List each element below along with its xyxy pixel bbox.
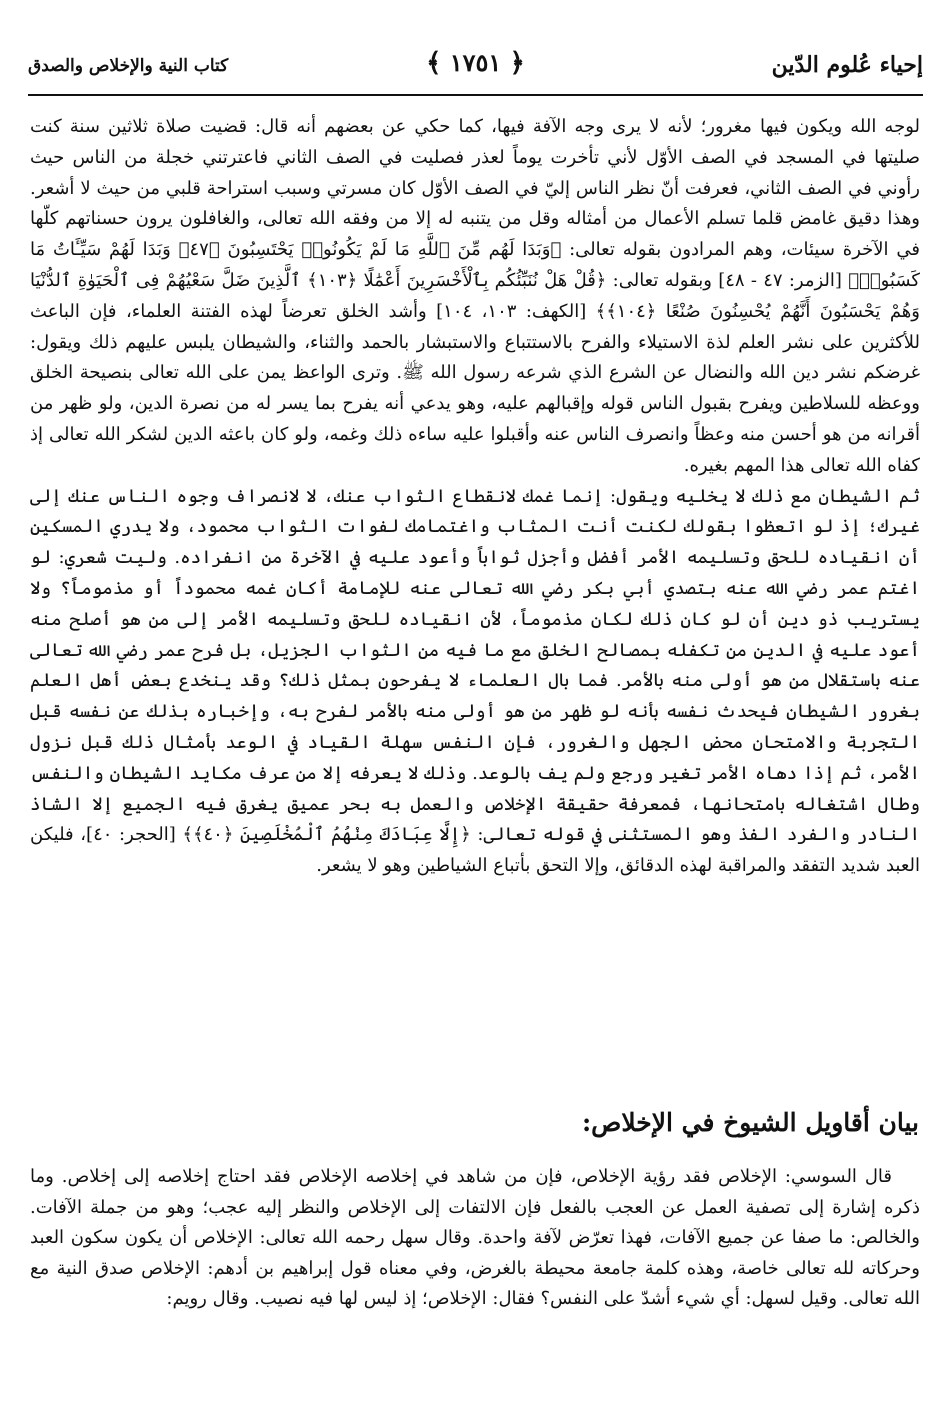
main-text xyxy=(30,112,920,882)
page-number: ١٧٥١ xyxy=(449,48,502,77)
book-title: إحياء عُلوم الدّين xyxy=(771,52,923,78)
section-heading: بيان أقاويل الشيوخ في الإخلاص: xyxy=(581,1108,919,1137)
section-text xyxy=(30,1162,920,1315)
chapter-title: كتاب النية والإخلاص والصدق xyxy=(28,56,229,76)
ornament-bracket-left: ﴾ xyxy=(426,48,442,78)
paragraph: قال السوسي: الإخلاص فقد رؤية الإخلاص، فإن من شاهد في إخلاصه الإخلاص فقد احتاج إخلاصه إلى إخلاص. وما ذكره إشارة إلى تصفية العمل عن العجب بالفعل فإن الالتفات إلى الإخلاص والنظر إليه عجب؛ وهو من جملة الآفات. والخالص: ما صفا عن جميع الآفات، فهذا تعرّض لآفة واحدة. وقال سهل رحمه الله تعالى: الإخلاص أن يكون سكون العبد وحركاته لله تعالى خاصة، وهذه كلمة جامعة محيطة بالغرض، وفي معناه قول إبراهيم بن أدهم: الإخلاص صدق النية مع الله تعالى. وقيل لسهل: أي شيء أشدّ على النفس؟ فقال: الإخلاص؛ إذ ليس لها فيه نصيب. وقال رويم: xyxy=(30,1166,920,1309)
ornament-bracket-right: ﴿ xyxy=(509,48,525,78)
paragraph: لوجه الله ويكون فيها مغرور؛ لأنه لا يرى وجه الآفة فيها، كما حكي عن بعضهم أنه قال: قضيت صلاة ثلاثين سنة كنت صليتها في المسجد في الصف الأوّل لأني تأخرت يوماً لعذر فصليت في الصف الثاني فاعترتني خجلة من الناس حيث رأوني في الصف الثاني، فعرفت أنّ نظر الناس إليّ في الصف الأوّل كان مسرتي وسبب استراحة قلبي من حيث لا أشعر. وهذا دقيق غامض قلما تسلم الأعمال من أمثاله وقل من يتنبه له إلا من وفقه الله تعالى، والغافلون يرون حسناتهم كلّها في الآخرة سيئات، وهم المرادون بقوله تعالى: ﴿وَبَدَا لَهُم مِّنَ ٱللَّهِ مَا لَمْ يَكُونُوا۟ يَحْتَسِبُونَ ﴿٤٧﴾ وَبَدَا لَهُمْ سَيِّـَٔاتُ مَا كَسَبُوا۟﴾ [الزمر: ٤٧ - ٤٨] وبقوله تعالى: ﴿قُلْ هَلْ نُنَبِّئُكُم بِٱلْأَخْسَرِينَ أَعْمَٰلًا ﴿١٠٣﴾ ٱلَّذِينَ ضَلَّ سَعْيُهُمْ فِى ٱلْحَيَوٰةِ ٱلدُّنْيَا وَهُمْ يَحْسَبُونَ أَنَّهُمْ يُحْسِنُونَ صُنْعًا ﴿١٠٤﴾﴾ [الكهف: ١٠٣، ١٠٤] وأشد الخلق تعرضاً لهذه الفتنة العلماء، فإن الباعث للأكثرين على نشر العلم لذة الاستيلاء والفرح بالاستتباع والاستبشار بالحمد والثناء، والشيطان يلبس عليهم ذلك ويقول: غرضكم نشر دين الله والنضال عن الشرع الذي شرعه رسول الله ﷺ. وترى الواعظ يمن على الله تعالى بنصيحة الخلق ووعظه للسلاطين ويفرح بقبول الناس قوله وإقبالهم عليه، وهو يدعي أنه يفرح بما يسر له من نصرة الدين، ولو ظهر من أقرانه من هو أحسن منه وعظاً وانصرف الناس عنه وأقبلوا عليه ساءه ذلك وغمه، ولو كان باعثه الدين لشكر الله تعالى إذ كفاه الله تعالى هذا المهم بغيره. xyxy=(30,116,920,476)
page-header xyxy=(28,48,923,92)
page-number-ornament xyxy=(426,48,525,78)
header-divider xyxy=(28,94,923,96)
paragraph: ثم الشيطان مع ذلك لا يخليه ويقول: إنما غمك لانقطاع الثواب عنك، لا لانصراف وجوه الناس عنك إلى غيرك؛ إذ لو اتعظوا بقولك لكنت أنت المثاب واغتمامك لفوات الثواب محمود، ولا يدري المسكين أن انقياده للحق وتسليمه الأمر أفضل وأجزل ثواباً وأعود عليه في الآخرة من انفراده. وليت شعري: لو اغتم عمر رضي الله عنه بتصدي أبي بكر رضي الله تعالى عنه للإمامة أكان غمه محموداً أو مذموماً؟ ولا يستريب ذو دين أن لو كان ذلك لكان مذموماً، لأن انقياده للحق وتسليمه الأمر إلى من هو أصلح منه أعود عليه في الدين من تكفله بمصالح الخلق مع ما فيه من الثواب الجزيل، بل فرح عمر رضي الله تعالى عنه باستقلال من هو أولى منه بالأمر. فما بال العلماء لا يفرحون بمثل ذلك؟ وقد ينخدع بعض أهل العلم بغرور الشيطان فيحدث نفسه بأنه لو ظهر من هو أولى منه بالأمر لفرح به، وإخباره بذلك عن نفسه قبل التجربة والامتحان محض الجهل والغرور، فإن النفس سهلة القياد في الوعد بأمثال ذلك قبل نزول الأمر، ثم إذا دهاه الأمر تغير ورجع ولم يف بالوعد. وذلك لا يعرفه إلا من عرف مكايد الشيطان والنفس وطال اشتغاله بامتحانها، فمعرفة حقيقة الإخلاص والعمل به بحر عميق يغرق فيه الجميع إلا الشاذ النادر والفرد الفذ وهو المستثنى في قوله تعالى: ﴿إِلَّا عِبَادَكَ مِنْهُمُ ٱلْمُخْلَصِينَ ﴿٤٠﴾﴾ [الحجر: ٤٠]، فليكن العبد شديد التفقد والمراقبة لهذه الدقائق، وإلا التحق بأتباع الشياطين وهو لا يشعر. xyxy=(30,485,921,877)
